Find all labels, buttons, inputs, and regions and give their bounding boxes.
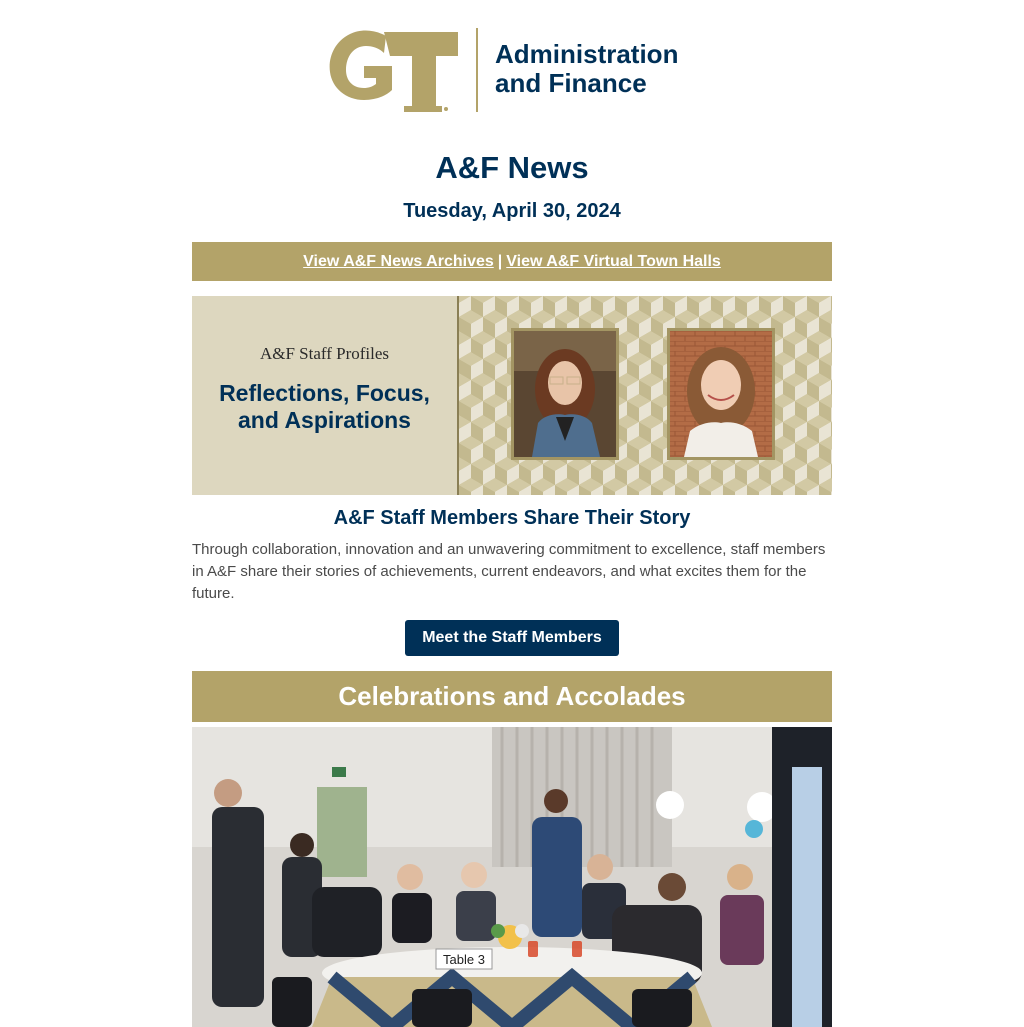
org-name bbox=[495, 40, 678, 98]
banner-text-panel bbox=[192, 296, 457, 495]
table-sign-text: Table 3 bbox=[443, 952, 485, 967]
archives-link[interactable]: View A&F News Archives bbox=[303, 252, 494, 270]
celebration-photo-illustration bbox=[192, 727, 832, 1027]
banner-kicker: A&F Staff Profiles bbox=[259, 344, 390, 363]
story-body: Through collaboration, innovation and an unwavering commitment to excellence, staff members in A&F share their stories of achievements, current endeavors, and what excites them for the future. bbox=[192, 541, 826, 602]
nav-separator: | bbox=[497, 252, 503, 270]
org-name-line2: and Finance bbox=[495, 68, 647, 98]
staff-profiles-banner[interactable] bbox=[192, 296, 832, 495]
banner-headline-line1: Reflections, Focus, bbox=[219, 380, 430, 406]
town-halls-link[interactable]: View A&F Virtual Town Halls bbox=[506, 252, 721, 270]
newsletter-title: A&F News bbox=[435, 150, 589, 185]
meet-staff-button[interactable]: Meet the Staff Members bbox=[405, 620, 619, 656]
logo-divider bbox=[476, 28, 478, 112]
header bbox=[192, 0, 832, 140]
staff-photo-2 bbox=[667, 328, 775, 460]
gt-logo-icon bbox=[324, 26, 464, 116]
archive-nav-bar bbox=[192, 242, 832, 281]
story-title: A&F Staff Members Share Their Story bbox=[333, 507, 691, 529]
issue-date: Tuesday, April 30, 2024 bbox=[403, 200, 621, 222]
staff-photo-1 bbox=[511, 328, 619, 460]
celebration-photo[interactable] bbox=[192, 727, 832, 1027]
banner-headline-line2: and Aspirations bbox=[238, 407, 411, 433]
org-name-line1: Administration bbox=[495, 39, 679, 69]
section-heading: Celebrations and Accolades bbox=[192, 671, 832, 722]
cta-wrapper bbox=[192, 620, 832, 656]
newsletter-page bbox=[192, 0, 832, 1027]
banner-headline bbox=[192, 380, 457, 434]
